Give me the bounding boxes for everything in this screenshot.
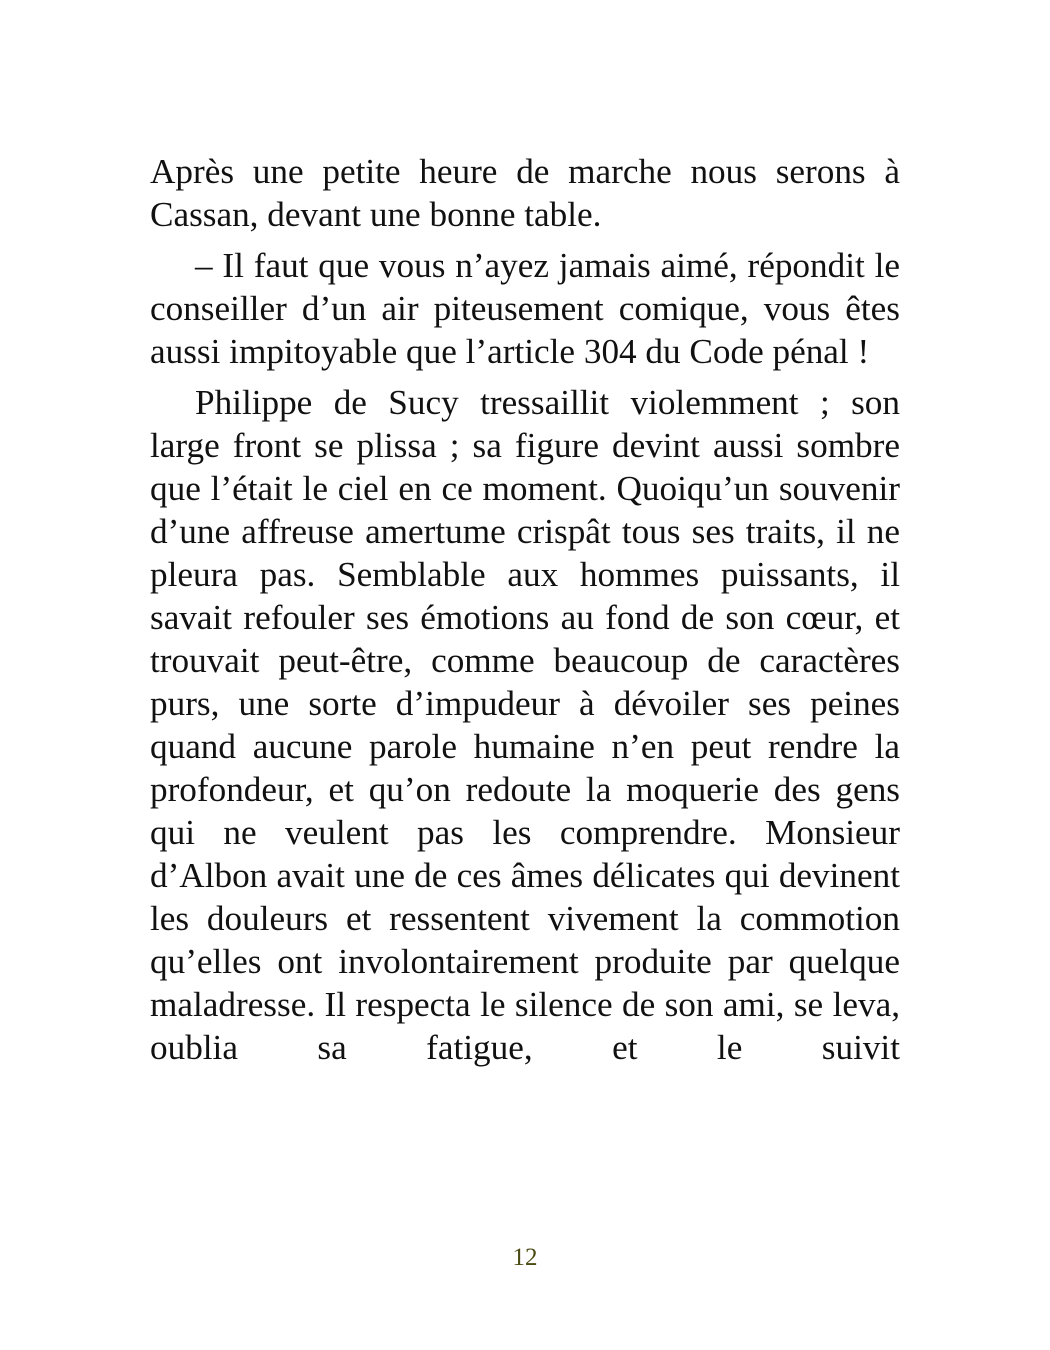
page-number: 12 — [512, 1244, 538, 1271]
paragraph-conseiller-reply: – Il faut que vous n’ayez jamais aimé, répondit le conseiller d’un air piteusement comique, vous êtes aussi impitoyable que l’article 304 du Code pénal ! — [150, 246, 900, 371]
book-page-body — [150, 150, 900, 1069]
paragraph-cassan: Après une petite heure de marche nous serons à Cassan, devant une bonne table. — [150, 152, 900, 234]
paragraph-philippe-de-sucy: Philippe de Sucy tressaillit violemment ; son large front se plissa ; sa figure devint aussi sombre que l’était le ciel en ce moment. Quoiqu’un souvenir d’une affreuse amertume crispât tous ses traits, il ne pleura pas. Semblable aux hommes puissants, il savait refouler ses émotions au fond de son cœur, et trouvait peut-être, comme beaucoup de caractères purs, une sorte d’impudeur à dévoiler ses peines quand aucune parole humaine n’en peut rendre la profondeur, et qu’on redoute la moquerie des gens qui ne veulent pas les comprendre. Monsieur d’Albon avait une de ces âmes délicates qui devinent les douleurs et ressentent vivement la commotion qu’elles ont involontairement produite par quelque maladresse. Il respecta le silence de son ami, se leva, oublia sa fatigue, et le suivit — [150, 383, 900, 1067]
